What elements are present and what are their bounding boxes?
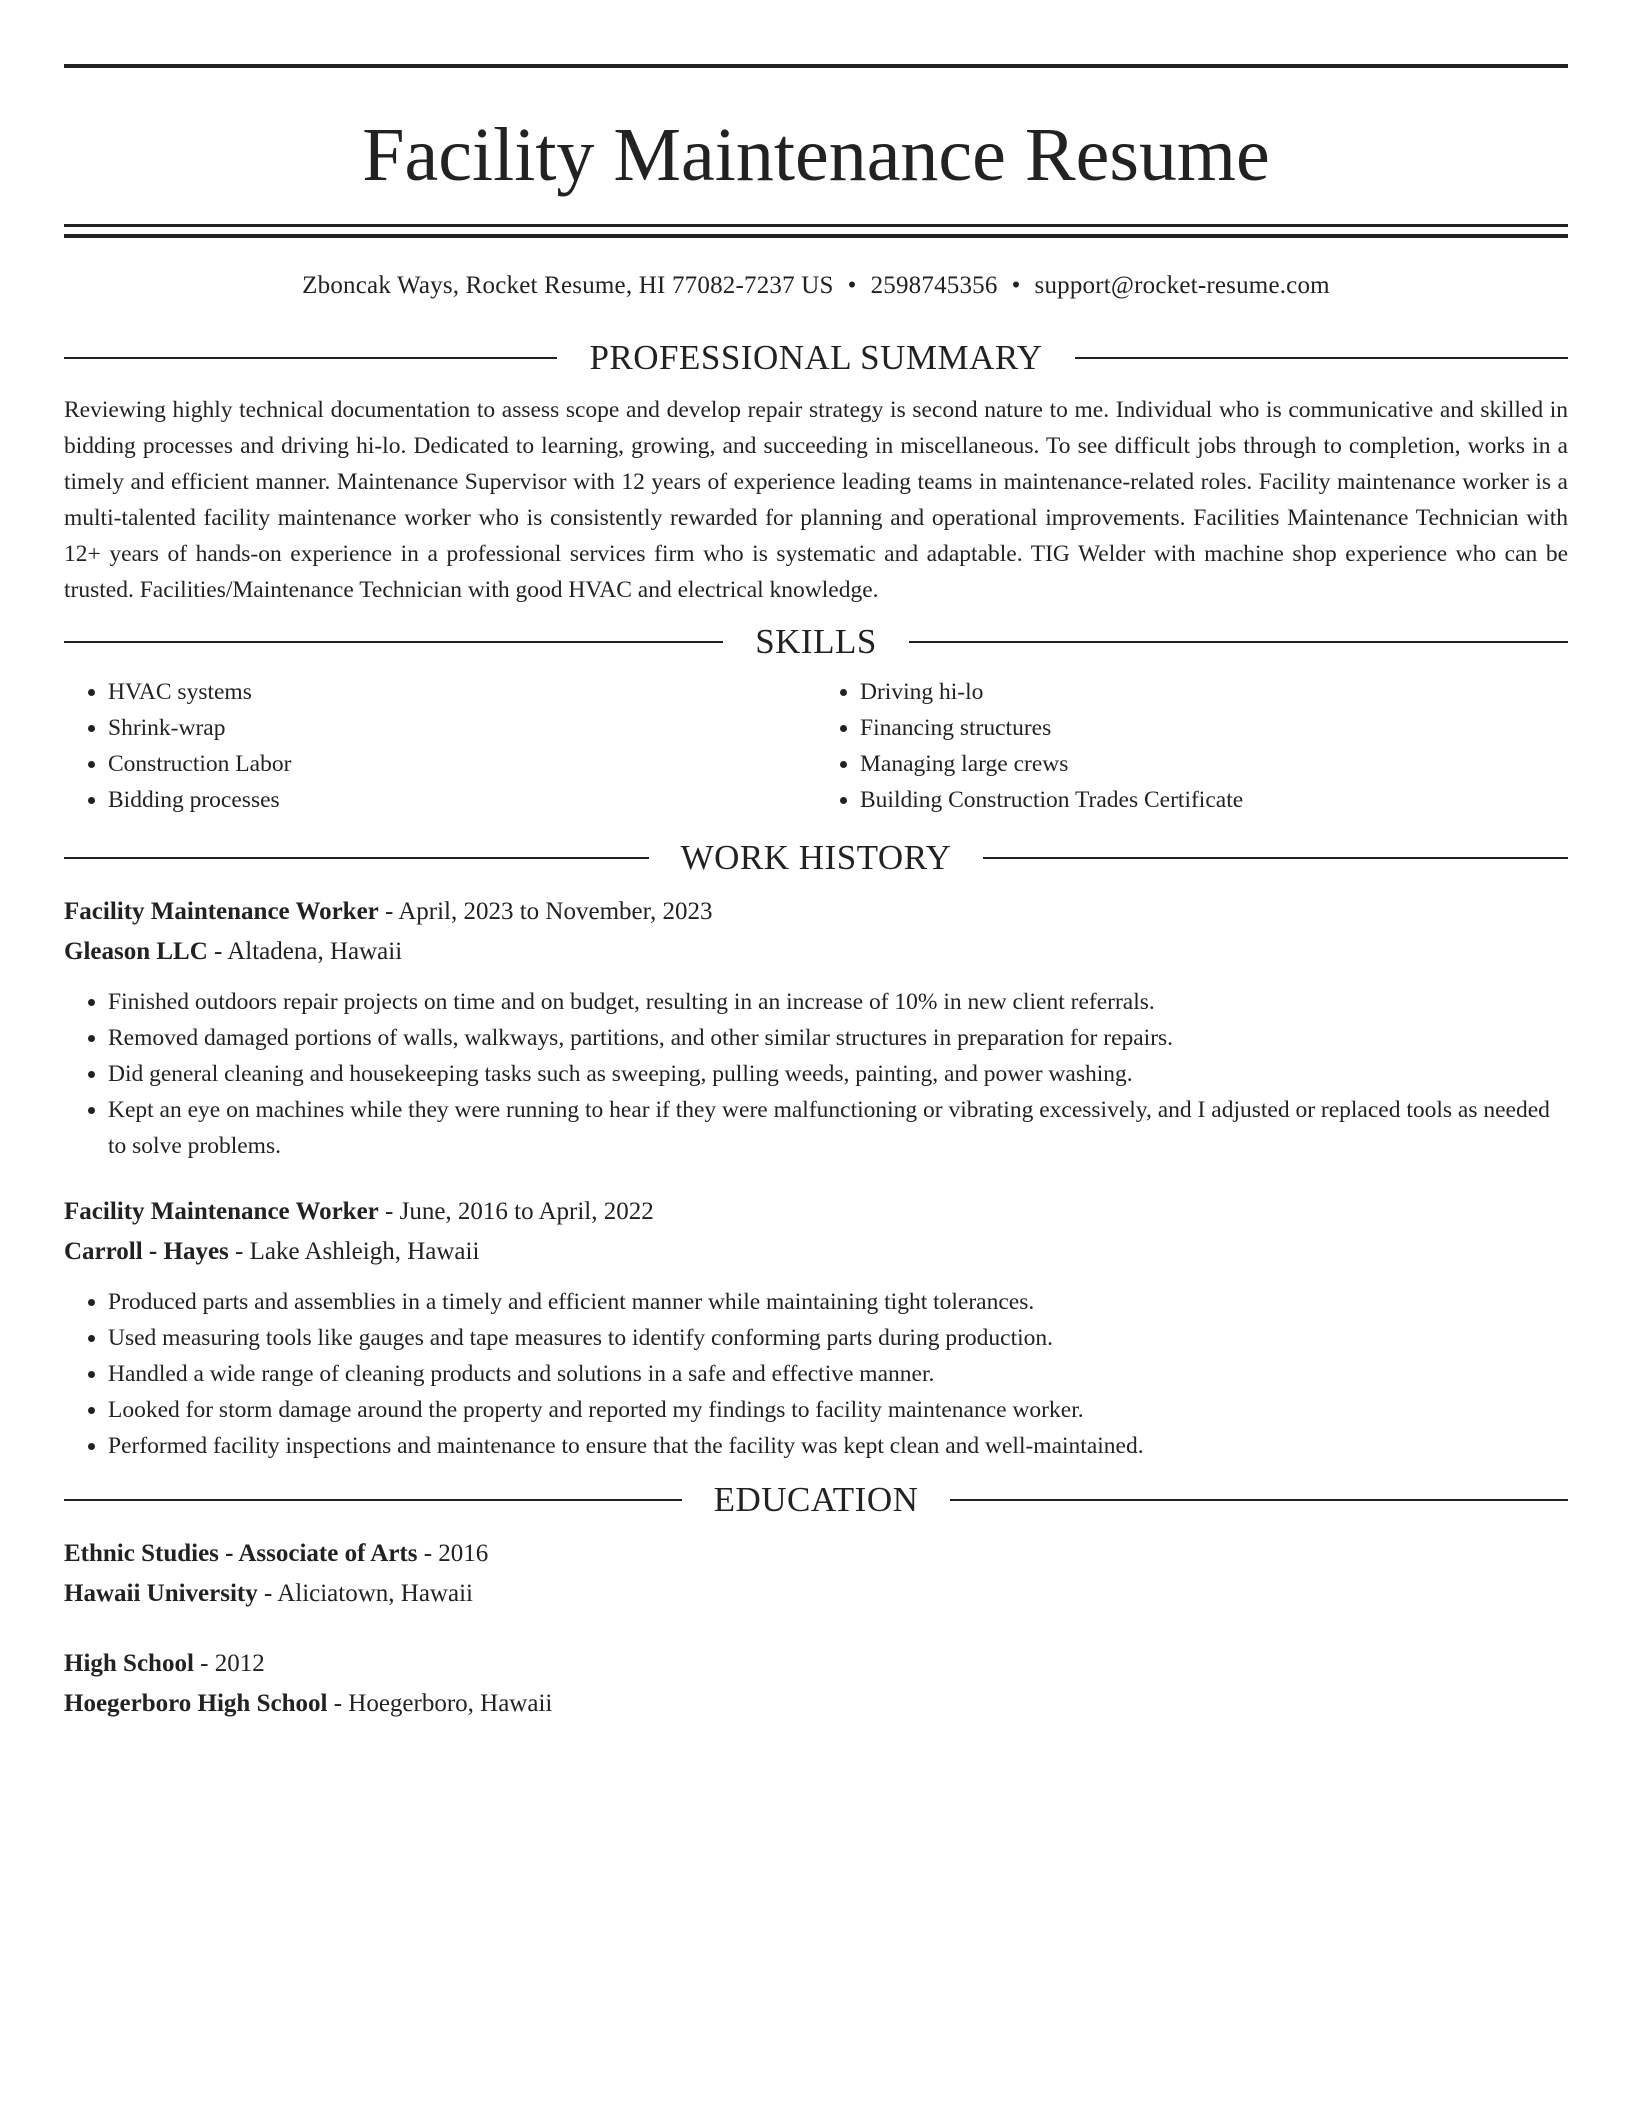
job-bullet: • Looked for storm damage around the property and reported my findings to facility maintenance worker. (108, 1392, 1568, 1428)
skills-list (64, 674, 1568, 818)
job-bullet: • Handled a wide range of cleaning products and solutions in a safe and effective manner. (108, 1356, 1568, 1392)
job-entry (64, 892, 1568, 1164)
job-dates: - June, 2016 to April, 2022 (378, 1198, 654, 1225)
education-year: - 2016 (417, 1540, 489, 1567)
heading-rule (950, 1499, 1568, 1501)
education-heading: EDUCATION (713, 1480, 919, 1519)
skill-item: • Financing structures (860, 710, 1568, 746)
skill-item: • Managing large crews (860, 746, 1568, 782)
summary-section-heading (64, 336, 1568, 380)
job-bullets (64, 1284, 1568, 1464)
contact-line (64, 270, 1568, 302)
contact-separator: • (1011, 272, 1021, 299)
job-location: - Altadena, Hawaii (207, 938, 403, 965)
job-company: Carroll - Hayes (64, 1238, 229, 1265)
title-double-rule (64, 224, 1568, 238)
skill-item: • HVAC systems (108, 674, 816, 710)
contact-address: Zboncak Ways, Rocket Resume, HI 77082-7237 US (302, 272, 834, 299)
job-bullets (64, 984, 1568, 1164)
job-bullet: • Kept an eye on machines while they were running to hear if they were malfunctioning or vibrating excessively, and I adjusted or replaced tools as needed to solve problems. (108, 1092, 1568, 1164)
education-degree: High School (64, 1650, 194, 1677)
skill-item: • Construction Labor (108, 746, 816, 782)
education-location: - Aliciatown, Hawaii (257, 1580, 473, 1607)
job-company-line (64, 1232, 1568, 1272)
education-entry (64, 1534, 1568, 1614)
job-dates: - April, 2023 to November, 2023 (378, 898, 713, 925)
heading-rule (64, 1499, 682, 1501)
top-rule (64, 64, 1568, 68)
heading-rule (64, 357, 557, 359)
job-company-line (64, 932, 1568, 972)
heading-rule (64, 641, 723, 643)
work-section-heading (64, 836, 1568, 880)
job-title-line (64, 892, 1568, 932)
education-degree-line (64, 1644, 1568, 1684)
education-entry (64, 1644, 1568, 1724)
heading-rule (1075, 357, 1568, 359)
education-section-heading (64, 1478, 1568, 1522)
job-bullet: • Did general cleaning and housekeeping tasks such as sweeping, pulling weeds, painting, and power washing. (108, 1056, 1568, 1092)
skills-column-left (64, 674, 816, 818)
contact-phone: 2598745356 (870, 272, 998, 299)
resume-page (64, 64, 1568, 1724)
job-title: Facility Maintenance Worker (64, 1198, 379, 1225)
job-location: - Lake Ashleigh, Hawaii (228, 1238, 480, 1265)
summary-heading: PROFESSIONAL SUMMARY (589, 338, 1043, 377)
contact-email: support@rocket-resume.com (1034, 272, 1330, 299)
skills-heading: SKILLS (755, 622, 877, 661)
skills-section-heading (64, 620, 1568, 664)
skill-item: • Building Construction Trades Certificate (860, 782, 1568, 818)
job-bullet: • Removed damaged portions of walls, walkways, partitions, and other similar structures in preparation for repairs. (108, 1020, 1568, 1056)
education-degree: Ethnic Studies - Associate of Arts (64, 1540, 418, 1567)
skill-item: • Bidding processes (108, 782, 816, 818)
job-bullet: • Finished outdoors repair projects on time and on budget, resulting in an increase of 10% in new client referrals. (108, 984, 1568, 1020)
contact-separator: • (847, 272, 857, 299)
heading-rule (983, 857, 1568, 859)
education-location: - Hoegerboro, Hawaii (327, 1690, 553, 1717)
job-title: Facility Maintenance Worker (64, 898, 379, 925)
skill-item: • Shrink-wrap (108, 710, 816, 746)
education-degree-line (64, 1534, 1568, 1574)
job-bullet: • Used measuring tools like gauges and tape measures to identify conforming parts during production. (108, 1320, 1568, 1356)
education-school: Hawaii University (64, 1580, 258, 1607)
resume-title: Facility Maintenance Resume (362, 113, 1270, 197)
job-company: Gleason LLC (64, 938, 208, 965)
education-school: Hoegerboro High School (64, 1690, 328, 1717)
summary-text: Reviewing highly technical documentation to assess scope and develop repair strategy is second nature to me. Individual who is communicative and skilled in bidding processes and driving hi-lo. Dedicated to learning, growing, and succeeding in miscellaneous. To see difficult jobs through to completion, works in a timely and efficient manner. Maintenance Supervisor with 12 years of experience leading teams in maintenance-related roles. Facility maintenance worker is a multi-talented facility maintenance worker who is consistently rewarded for planning and operational improvements. Facilities Maintenance Technician with 12+ years of hands-on experience in a professional services firm who is systematic and adaptable. TIG Welder with machine shop experience who can be trusted. Facilities/Maintenance Technician with good HVAC and electrical knowledge. (64, 397, 1568, 603)
heading-rule (64, 857, 649, 859)
job-entry (64, 1192, 1568, 1464)
education-school-line (64, 1574, 1568, 1614)
job-bullet: • Produced parts and assemblies in a timely and efficient manner while maintaining tight tolerances. (108, 1284, 1568, 1320)
education-school-line (64, 1684, 1568, 1724)
education-year: - 2012 (193, 1650, 265, 1677)
job-title-line (64, 1192, 1568, 1232)
skills-column-right (816, 674, 1568, 818)
skill-item: • Driving hi-lo (860, 674, 1568, 710)
job-bullet: • Performed facility inspections and maintenance to ensure that the facility was kept clean and well-maintained. (108, 1428, 1568, 1464)
work-heading: WORK HISTORY (680, 838, 952, 877)
heading-rule (909, 641, 1568, 643)
